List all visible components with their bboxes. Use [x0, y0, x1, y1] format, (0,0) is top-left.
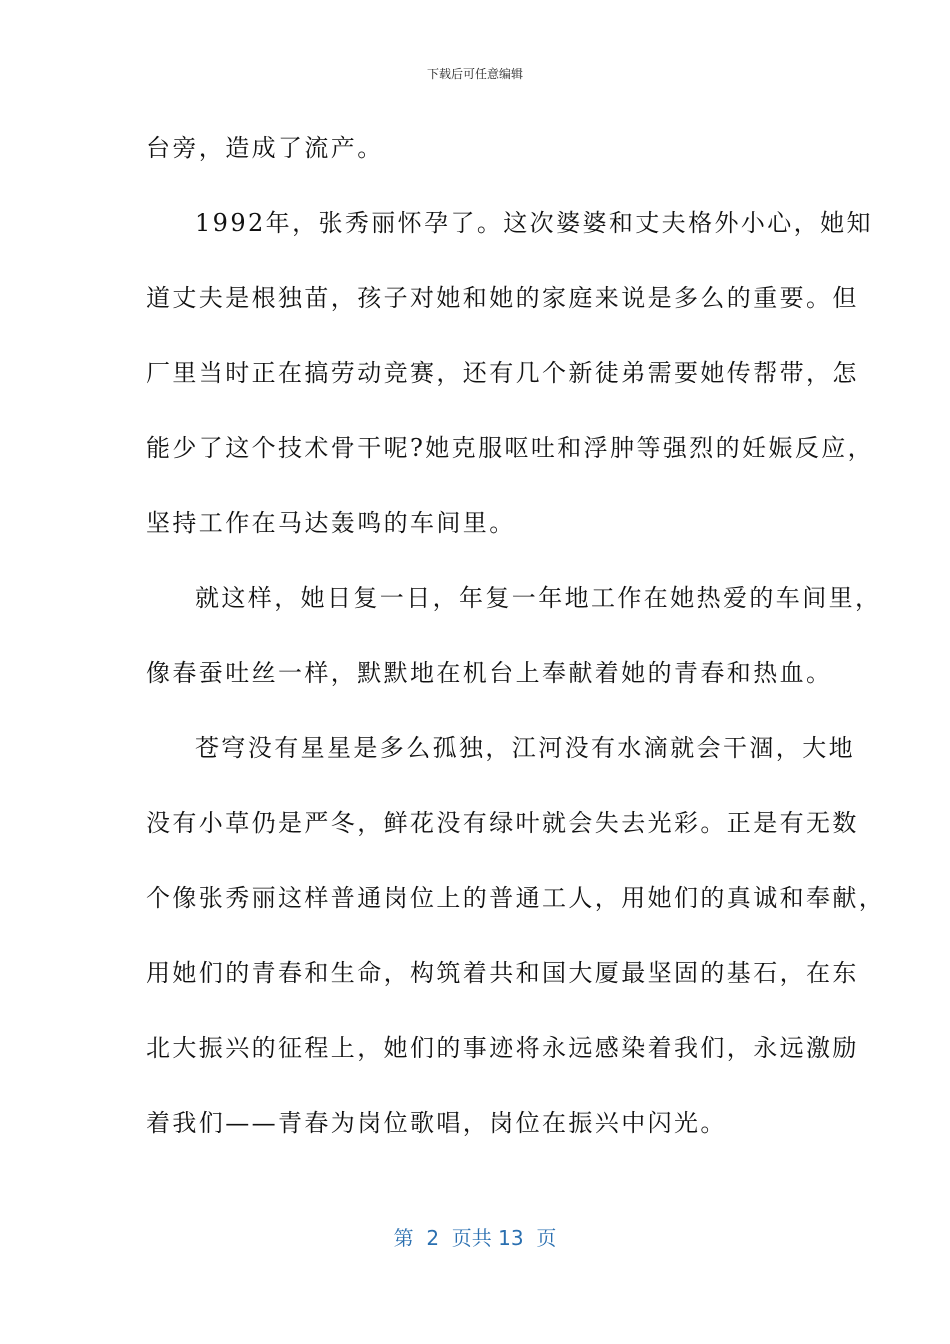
paragraph-first-line: 就这样，她日复一日，年复一年地工作在她热爱的车间里， — [195, 584, 882, 612]
text-line: 坚持工作在马达轰鸣的车间里。 — [146, 509, 516, 537]
text-line: 没有小草仍是严冬，鲜花没有绿叶就会失去光彩。正是有无数 — [146, 809, 859, 837]
text-line: 像春蚕吐丝一样，默默地在机台上奉献着她的青春和热血。 — [146, 659, 833, 687]
text-line: 用她们的青春和生命，构筑着共和国大厦最坚固的基石，在东 — [146, 959, 859, 987]
text-line: 台旁，造成了流产。 — [146, 134, 384, 162]
text-line: 北大振兴的征程上，她们的事迹将永远感染着我们，永远激励 — [146, 1034, 859, 1062]
text-line: 能少了这个技术骨干呢?她克服呕吐和浮肿等强烈的妊娠反应， — [146, 434, 875, 462]
page-header: 下载后可任意编辑 — [426, 67, 523, 81]
document-body — [146, 128, 886, 1178]
text-line: 道丈夫是根独苗，孩子对她和她的家庭来说是多么的重要。但 — [146, 284, 859, 312]
paragraph-first-line: 1992年，张秀丽怀孕了。这次婆婆和丈夫格外小心，她知 — [195, 209, 873, 237]
text-line: 个像张秀丽这样普通岗位上的普通工人，用她们的真诚和奉献， — [146, 884, 886, 912]
page-number-footer: 第 2 页共 13 页 — [393, 1226, 557, 1250]
text-line: 厂里当时正在搞劳动竞赛，还有几个新徒弟需要她传帮带，怎 — [146, 359, 859, 387]
paragraph-first-line: 苍穹没有星星是多么孤独，江河没有水滴就会干涸，大地 — [195, 734, 855, 762]
text-line: 着我们——青春为岗位歌唱，岗位在振兴中闪光。 — [146, 1109, 727, 1137]
